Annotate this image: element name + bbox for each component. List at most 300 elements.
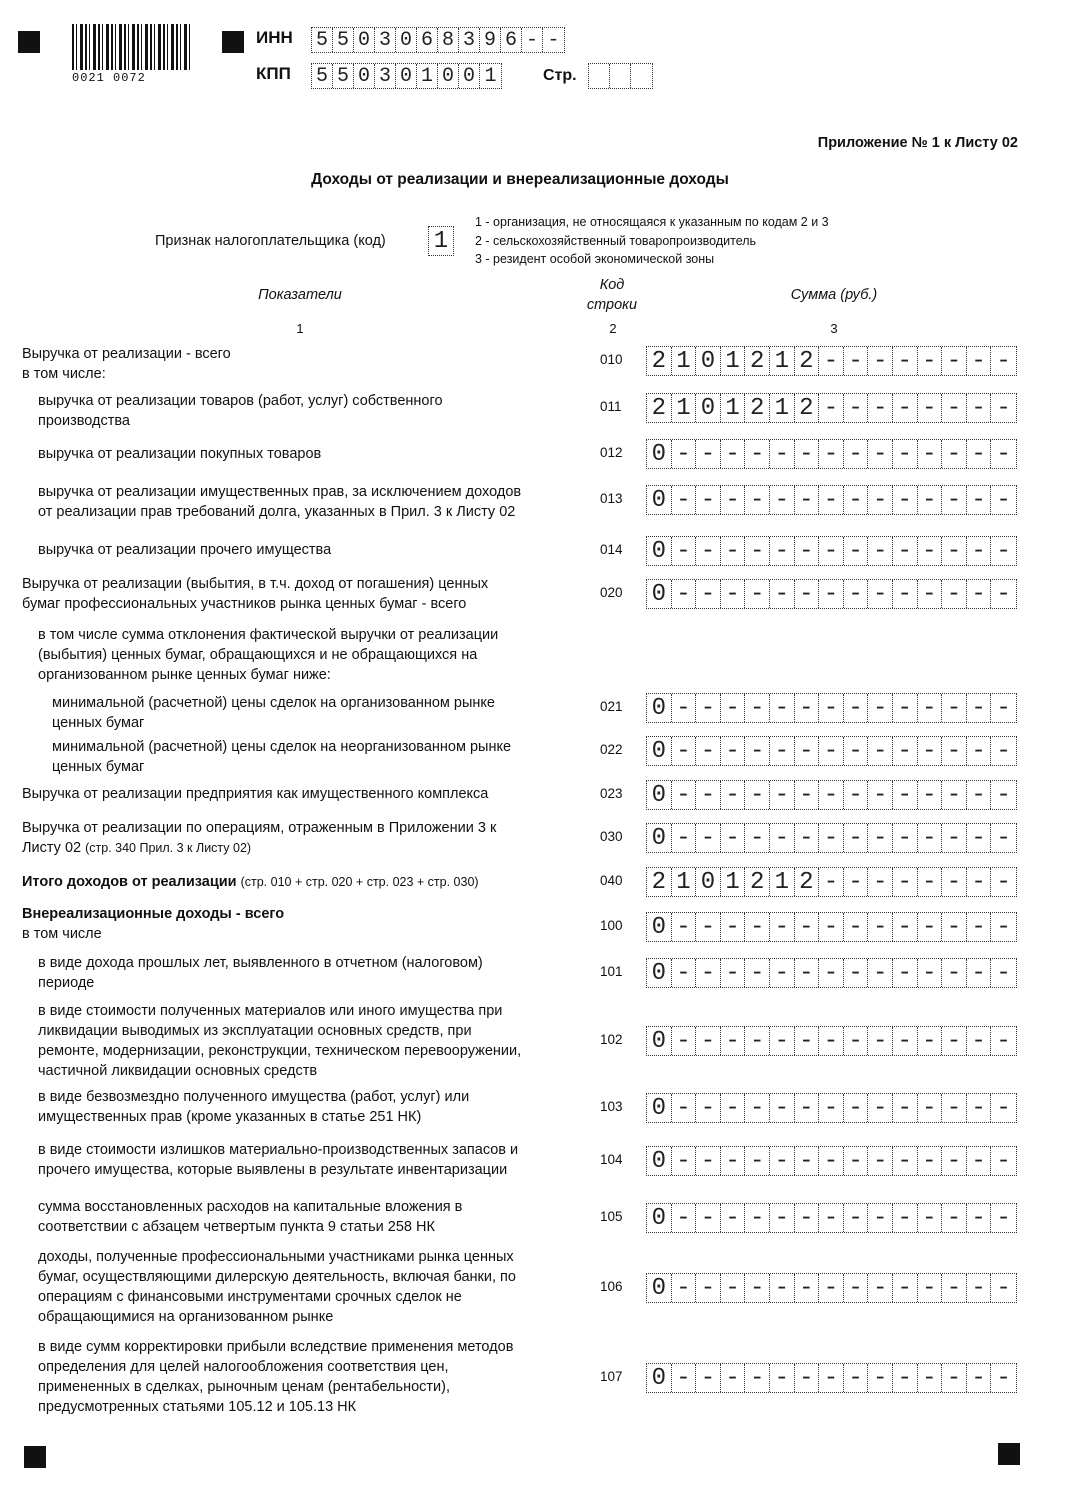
- taxpayer-option-2: 2 - сельскохозяйственный товаропроизводитель: [475, 233, 757, 248]
- sum-dash: -: [770, 1027, 795, 1055]
- sum-field-010[interactable]: [646, 346, 1017, 376]
- row-label-line: выручка от реализации товаров (работ, услуг) собственного: [38, 393, 443, 409]
- sum-dash: -: [893, 1027, 918, 1055]
- sum-dash: -: [893, 824, 918, 852]
- sum-field-014[interactable]: [646, 536, 1017, 566]
- sum-dash: -: [844, 1094, 869, 1122]
- row-label-line: в том числе: [22, 926, 102, 942]
- sum-dash: -: [770, 1204, 795, 1232]
- sum-dash: -: [844, 824, 869, 852]
- sum-field-013[interactable]: [646, 485, 1017, 515]
- column-header-code: [570, 275, 654, 315]
- inn-digit: 5: [333, 28, 354, 52]
- row-label-040: [22, 872, 479, 892]
- row-label-030: [22, 818, 496, 858]
- sum-dash: -: [745, 1204, 770, 1232]
- sum-field-102[interactable]: [646, 1026, 1017, 1056]
- sum-dash: -: [721, 1364, 746, 1392]
- sum-dash: -: [918, 537, 943, 565]
- sum-dash: -: [967, 913, 992, 941]
- sum-dash: -: [745, 781, 770, 809]
- sum-dash: -: [819, 394, 844, 422]
- sum-dash: -: [745, 1147, 770, 1175]
- sum-dash: -: [996, 959, 1011, 987]
- inn-digit: 0: [354, 28, 375, 52]
- corner-marker-bottom-right: [998, 1443, 1020, 1465]
- row-label-line: Листу 02: [22, 840, 82, 856]
- sum-dash: -: [942, 580, 967, 608]
- sum-dash: -: [967, 440, 992, 468]
- sum-digit: 2: [745, 868, 770, 896]
- inn-digit: -: [547, 28, 560, 52]
- sum-dash: -: [996, 347, 1011, 375]
- sum-dash: -: [721, 580, 746, 608]
- row-code: 010: [600, 352, 623, 367]
- sum-dash: -: [918, 959, 943, 987]
- taxpayer-option-1: 1 - организация, не относящаяся к указанным по кодам 2 и 3: [475, 215, 829, 229]
- column-header-indicators: Показатели: [258, 287, 342, 303]
- sum-dash: -: [942, 347, 967, 375]
- sum-field-020[interactable]: [646, 579, 1017, 609]
- sum-field-023[interactable]: [646, 780, 1017, 810]
- sum-dash: -: [996, 1274, 1011, 1302]
- sum-dash: -: [868, 486, 893, 514]
- sum-dash: -: [819, 913, 844, 941]
- sum-dash: -: [819, 1364, 844, 1392]
- sum-dash: -: [942, 868, 967, 896]
- row-label-line: организованном рынке ценных бумаг ниже:: [38, 667, 331, 683]
- sum-dash: -: [745, 1027, 770, 1055]
- sum-dash: -: [672, 737, 697, 765]
- sum-dash: -: [844, 781, 869, 809]
- kpp-label: КПП: [256, 64, 291, 83]
- sum-dash: -: [745, 537, 770, 565]
- sum-dash: -: [721, 737, 746, 765]
- barcode: [72, 24, 190, 84]
- sum-dash: -: [770, 959, 795, 987]
- sum-dash: -: [745, 824, 770, 852]
- taxpayer-option-3: 3 - резидент особой экономической зоны: [475, 252, 715, 266]
- sum-dash: -: [819, 737, 844, 765]
- row-label-line: ремонте, модернизации, реконструкции, техническом перевооружении,: [38, 1043, 522, 1059]
- row-code: 023: [600, 786, 623, 801]
- sum-digit: 0: [647, 737, 672, 765]
- row-code: 105: [600, 1209, 623, 1224]
- sum-dash: -: [942, 486, 967, 514]
- sum-dash: -: [696, 537, 721, 565]
- row-note: (стр. 340 Прил. 3 к Листу 02): [85, 841, 252, 855]
- sum-dash: -: [868, 1027, 893, 1055]
- sum-dash: -: [918, 868, 943, 896]
- sum-digit: 1: [770, 868, 795, 896]
- row-label-line: в том числе:: [22, 366, 106, 382]
- sum-dash: -: [672, 824, 697, 852]
- sum-dash: -: [795, 1027, 820, 1055]
- sum-dash: -: [893, 1204, 918, 1232]
- row-label-line: бумаг, осуществляющими дилерскую деятельность, включая банки, по: [38, 1269, 516, 1285]
- row-label-line: выручка от реализации покупных товаров: [38, 446, 322, 462]
- sum-dash: -: [770, 1364, 795, 1392]
- sum-dash: -: [696, 824, 721, 852]
- sum-dash: -: [918, 913, 943, 941]
- sum-dash: -: [893, 1094, 918, 1122]
- sum-dash: -: [819, 694, 844, 722]
- sum-dash: -: [844, 1364, 869, 1392]
- row-label-102: [38, 1001, 521, 1081]
- sum-dash: -: [844, 394, 869, 422]
- row-label-line: частичной ликвидации основных средств: [38, 1063, 318, 1079]
- row-label-line: определения для целей налогообложения соответствия цен,: [38, 1359, 449, 1375]
- sum-dash: -: [996, 1027, 1011, 1055]
- row-label-line: доходы, полученные профессиональными участниками рынка ценных: [38, 1249, 514, 1265]
- sum-field-012[interactable]: [646, 439, 1017, 469]
- sum-digit: 1: [721, 868, 746, 896]
- row-label-106: [38, 1247, 516, 1327]
- row-label-020: [22, 574, 488, 614]
- row-label-line: сумма восстановленных расходов на капитальные вложения в: [38, 1199, 463, 1215]
- sum-dash: -: [918, 694, 943, 722]
- sum-dash: -: [844, 1147, 869, 1175]
- row-label-line: в виде стоимости полученных материалов или иного имущества при: [38, 1003, 503, 1019]
- sum-dash: -: [942, 1147, 967, 1175]
- sum-field-104[interactable]: [646, 1146, 1017, 1176]
- sum-dash: -: [868, 913, 893, 941]
- sum-dash: -: [745, 1364, 770, 1392]
- taxpayer-options: [475, 213, 829, 269]
- corner-marker-top-center: [222, 31, 244, 53]
- row-label-line: предусмотренных статьями 105.12 и 105.13 НК: [38, 1399, 357, 1415]
- kpp-field[interactable]: [311, 63, 502, 89]
- sum-dash: -: [942, 537, 967, 565]
- sum-dash: -: [819, 580, 844, 608]
- sum-digit: 1: [721, 394, 746, 422]
- sum-dash: -: [893, 394, 918, 422]
- sum-field-030[interactable]: [646, 823, 1017, 853]
- sum-dash: -: [942, 737, 967, 765]
- sum-dash: -: [996, 737, 1011, 765]
- sum-field-103[interactable]: [646, 1093, 1017, 1123]
- sum-digit: 0: [647, 1094, 672, 1122]
- sum-dash: -: [967, 580, 992, 608]
- sum-dash: -: [918, 1364, 943, 1392]
- sum-digit: 0: [647, 824, 672, 852]
- sum-dash: -: [795, 1204, 820, 1232]
- sum-field-107[interactable]: [646, 1363, 1017, 1393]
- sum-dash: -: [967, 486, 992, 514]
- sum-dash: -: [996, 580, 1011, 608]
- sum-dash: -: [721, 537, 746, 565]
- sum-dash: -: [672, 781, 697, 809]
- sum-dash: -: [819, 1147, 844, 1175]
- row-label-bold: Итого доходов от реализации: [22, 874, 237, 890]
- kpp-digit: 0: [354, 64, 375, 88]
- kpp-digit: 0: [396, 64, 417, 88]
- sum-dash: -: [918, 781, 943, 809]
- barcode-bars: [72, 24, 190, 70]
- inn-label: ИНН: [256, 28, 293, 47]
- sum-dash: -: [672, 694, 697, 722]
- sum-dash: -: [745, 694, 770, 722]
- row-label-105: [38, 1197, 462, 1237]
- sum-field-100[interactable]: [646, 912, 1017, 942]
- sum-dash: -: [893, 694, 918, 722]
- sum-dash: -: [967, 824, 992, 852]
- sum-dash: -: [721, 781, 746, 809]
- sum-dash: -: [967, 694, 992, 722]
- sum-dash: -: [918, 486, 943, 514]
- row-code: 106: [600, 1279, 623, 1294]
- sum-dash: -: [721, 959, 746, 987]
- column-header-code-line1: Код: [599, 277, 625, 293]
- sum-digit: 0: [647, 913, 672, 941]
- page-digit: [589, 64, 610, 88]
- sum-dash: -: [696, 580, 721, 608]
- sum-digit: 0: [696, 868, 721, 896]
- corner-marker-top-left: [18, 31, 40, 53]
- sum-dash: -: [967, 347, 992, 375]
- sum-digit: 1: [672, 394, 697, 422]
- sum-digit: 2: [647, 868, 672, 896]
- row-label-100: [22, 904, 284, 944]
- sum-dash: -: [844, 913, 869, 941]
- row-label-line: Выручка от реализации (выбытия, в т.ч. доход от погашения) ценных: [22, 576, 489, 592]
- sum-dash: -: [696, 781, 721, 809]
- sum-dash: -: [868, 537, 893, 565]
- sum-dash: -: [868, 1274, 893, 1302]
- row-label-023: [22, 784, 488, 804]
- sum-digit: 0: [647, 694, 672, 722]
- row-code: 104: [600, 1152, 623, 1167]
- sum-digit: 2: [745, 394, 770, 422]
- inn-digit: 3: [375, 28, 396, 52]
- sum-dash: -: [696, 1094, 721, 1122]
- sum-dash: -: [795, 1364, 820, 1392]
- sum-dash: -: [942, 824, 967, 852]
- sum-dash: -: [893, 1364, 918, 1392]
- sum-dash: -: [672, 1364, 697, 1392]
- sum-digit: 0: [647, 486, 672, 514]
- sum-dash: -: [967, 781, 992, 809]
- sum-dash: -: [967, 1094, 992, 1122]
- sum-digit: 0: [647, 1147, 672, 1175]
- inn-digit: 0: [396, 28, 417, 52]
- sum-dash: -: [868, 1204, 893, 1232]
- sum-dash: -: [868, 1147, 893, 1175]
- sum-dash: -: [672, 537, 697, 565]
- row-code: 103: [600, 1099, 623, 1114]
- sum-dash: -: [745, 486, 770, 514]
- sum-dash: -: [795, 1274, 820, 1302]
- inn-field[interactable]: [311, 27, 565, 53]
- sum-digit: 0: [647, 959, 672, 987]
- sum-dash: -: [942, 1204, 967, 1232]
- sum-digit: 0: [647, 781, 672, 809]
- sum-dash: -: [868, 959, 893, 987]
- sum-dash: -: [844, 440, 869, 468]
- sum-dash: -: [868, 868, 893, 896]
- row-label-line: в виде безвозмездно полученного имущества (работ, услуг) или: [38, 1089, 470, 1105]
- sum-digit: 2: [795, 347, 820, 375]
- sum-dash: -: [770, 580, 795, 608]
- sum-dash: -: [795, 440, 820, 468]
- sum-dash: -: [967, 1274, 992, 1302]
- sum-dash: -: [672, 440, 697, 468]
- sum-dash: -: [770, 694, 795, 722]
- sum-digit: 1: [672, 868, 697, 896]
- sum-dash: -: [721, 440, 746, 468]
- sum-dash: -: [868, 580, 893, 608]
- sum-dash: -: [868, 1094, 893, 1122]
- row-label-line: в том числе сумма отклонения фактической выручки от реализации: [38, 627, 499, 643]
- sum-dash: -: [770, 824, 795, 852]
- sum-dash: -: [844, 1204, 869, 1232]
- sum-dash: -: [696, 1147, 721, 1175]
- sum-dash: -: [893, 868, 918, 896]
- kpp-digit: 5: [333, 64, 354, 88]
- sum-dash: -: [721, 1147, 746, 1175]
- sum-dash: -: [844, 959, 869, 987]
- sum-dash: -: [696, 913, 721, 941]
- sum-digit: 2: [647, 347, 672, 375]
- kpp-digit: 1: [417, 64, 438, 88]
- sum-dash: -: [996, 394, 1011, 422]
- sum-dash: -: [672, 1204, 697, 1232]
- sum-dash: -: [672, 1147, 697, 1175]
- kpp-digit: 5: [312, 64, 333, 88]
- sum-dash: -: [868, 440, 893, 468]
- row-label-line: обращающимися на организованном рынке: [38, 1309, 334, 1325]
- sum-dash: -: [770, 781, 795, 809]
- sum-field-021[interactable]: [646, 693, 1017, 723]
- sum-dash: -: [696, 1204, 721, 1232]
- sum-dash: -: [696, 737, 721, 765]
- sum-dash: -: [696, 959, 721, 987]
- sum-dash: -: [996, 824, 1011, 852]
- sum-dash: -: [844, 737, 869, 765]
- inn-digit: 5: [312, 28, 333, 52]
- row-label-line: в виде стоимости излишков материально-производственных запасов и: [38, 1142, 519, 1158]
- row-label-line: примененных в сделках, рыночным ценам (рентабельности),: [38, 1379, 451, 1395]
- row-code: 101: [600, 964, 623, 979]
- row-label-104: [38, 1140, 518, 1180]
- sum-dash: -: [819, 824, 844, 852]
- sum-dash: -: [795, 959, 820, 987]
- sum-field-011[interactable]: [646, 393, 1017, 423]
- sum-dash: -: [745, 959, 770, 987]
- sum-dash: -: [696, 440, 721, 468]
- sum-dash: -: [672, 1027, 697, 1055]
- sum-dash: -: [844, 1274, 869, 1302]
- sum-dash: -: [819, 537, 844, 565]
- row-code: 102: [600, 1032, 623, 1047]
- sum-field-106[interactable]: [646, 1273, 1017, 1303]
- sum-dash: -: [770, 913, 795, 941]
- row-label-line: имущественных прав (кроме указанных в статье 251 НК): [38, 1109, 422, 1125]
- sum-dash: -: [967, 737, 992, 765]
- sum-dash: -: [967, 1027, 992, 1055]
- sum-field-040[interactable]: [646, 867, 1017, 897]
- row-code: 011: [600, 399, 622, 414]
- row-label-101: [38, 953, 483, 993]
- sum-dash: -: [844, 580, 869, 608]
- sum-dash: -: [918, 1027, 943, 1055]
- sum-dash: -: [844, 537, 869, 565]
- sum-dash: -: [893, 737, 918, 765]
- page-title: Доходы от реализации и внереализационные доходы: [311, 171, 729, 188]
- sum-dash: -: [795, 1147, 820, 1175]
- row-label-line: ценных бумаг: [52, 715, 145, 731]
- row-label-011: [38, 391, 443, 431]
- sum-dash: -: [819, 440, 844, 468]
- sum-dash: -: [918, 1274, 943, 1302]
- sum-dash: -: [893, 537, 918, 565]
- sum-field-022[interactable]: [646, 736, 1017, 766]
- sum-dash: -: [745, 737, 770, 765]
- sum-field-101[interactable]: [646, 958, 1017, 988]
- taxpayer-sign-label: Признак налогоплательщика (код): [155, 233, 386, 249]
- sum-digit: 2: [647, 394, 672, 422]
- sum-dash: -: [942, 440, 967, 468]
- sum-dash: -: [819, 781, 844, 809]
- kpp-digit: 0: [438, 64, 459, 88]
- inn-digit: 3: [459, 28, 480, 52]
- sum-dash: -: [795, 1094, 820, 1122]
- sum-dash: -: [672, 959, 697, 987]
- sum-dash: -: [893, 580, 918, 608]
- row-label-line: ценных бумаг: [52, 759, 145, 775]
- sum-digit: 0: [647, 1027, 672, 1055]
- sum-dash: -: [868, 824, 893, 852]
- sum-dash: -: [672, 1274, 697, 1302]
- sum-dash: -: [721, 824, 746, 852]
- sum-dash: -: [844, 486, 869, 514]
- column-number-3: 3: [830, 321, 838, 336]
- taxpayer-sign-field[interactable]: [428, 226, 454, 256]
- sum-dash: -: [996, 781, 1011, 809]
- appendix-title: Приложение № 1 к Листу 02: [817, 135, 1018, 151]
- sum-dash: -: [745, 440, 770, 468]
- sum-dash: -: [893, 1147, 918, 1175]
- page-number-field[interactable]: [588, 63, 653, 89]
- row-label-022: [52, 737, 511, 777]
- sum-dash: -: [795, 537, 820, 565]
- row-label-012: [38, 444, 321, 464]
- sum-dash: -: [918, 580, 943, 608]
- row-label-line: минимальной (расчетной) цены сделок на неорганизованном рынке: [52, 739, 512, 755]
- sum-dash: -: [672, 913, 697, 941]
- sum-dash: -: [996, 537, 1011, 565]
- sum-dash: -: [967, 394, 992, 422]
- sum-dash: -: [721, 1274, 746, 1302]
- sum-digit: 1: [770, 394, 795, 422]
- sum-dash: -: [996, 440, 1011, 468]
- sum-digit: 0: [647, 580, 672, 608]
- sum-digit: 2: [795, 868, 820, 896]
- sum-dash: -: [795, 737, 820, 765]
- sum-dash: -: [918, 347, 943, 375]
- row-label-103: [38, 1087, 469, 1127]
- row-label-line: Выручка от реализации предприятия как имущественного комплекса: [22, 786, 489, 802]
- sum-dash: -: [918, 394, 943, 422]
- sum-dash: -: [918, 1204, 943, 1232]
- sum-dash: -: [893, 486, 918, 514]
- sum-dash: -: [996, 486, 1011, 514]
- row-label-line: соответствии с абзацем четвертым пункта 9 статьи 258 НК: [38, 1219, 435, 1235]
- sum-dash: -: [795, 694, 820, 722]
- sum-dash: -: [996, 913, 1011, 941]
- sum-field-105[interactable]: [646, 1203, 1017, 1233]
- sum-dash: -: [868, 394, 893, 422]
